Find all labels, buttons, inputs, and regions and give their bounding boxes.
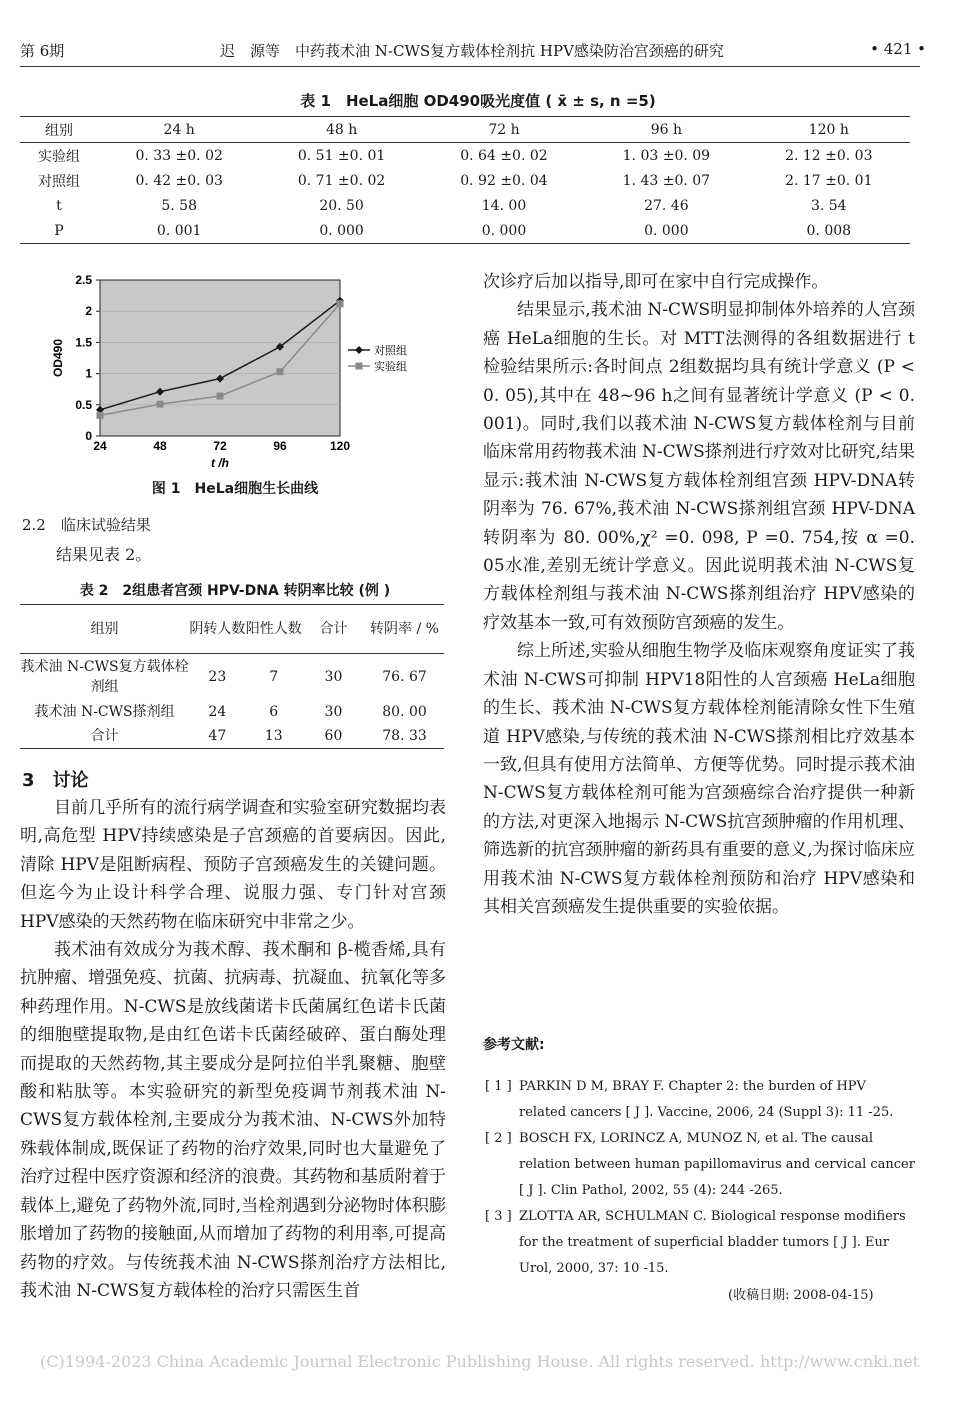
table-cell: 莪术油 N-CWS搽剂组 <box>34 704 175 720</box>
copyright-text: (C)1994-2023 China Academic Journal Electronic Publishing House. All rights reserved. <box>40 1352 755 1371</box>
table2 <box>20 604 444 749</box>
table1 <box>20 116 910 244</box>
data-point <box>157 401 164 408</box>
table2-header-row <box>20 605 444 654</box>
table-cell: 实验组 <box>38 148 80 165</box>
table-row <box>20 143 910 169</box>
table-row <box>20 168 910 193</box>
table-cell: 30 <box>324 704 343 720</box>
y-tick-label: 2.5 <box>75 273 92 287</box>
running-header <box>20 36 936 66</box>
table1-caption: 表 1 HeLa细胞 OD490吸光度值 ( x̄ ± s, n =5) <box>300 92 656 110</box>
table-cell: 0. 64 ±0. 02 <box>460 147 548 164</box>
table2-header-cell: 阳性人数 <box>246 605 302 654</box>
table2-header-cell: 组别 <box>20 605 189 654</box>
table-cell: 7 <box>269 669 279 685</box>
table-cell: 60 <box>302 724 365 749</box>
reference-number: [ 3 ] <box>485 1209 512 1224</box>
section-2-2-text: 结果见表 2。 <box>56 545 152 564</box>
table1-header-cell: 120 h <box>748 117 910 143</box>
x-tick-label: 96 <box>273 439 287 453</box>
table-cell: P <box>20 218 98 244</box>
table-row <box>20 654 444 701</box>
table-row <box>20 700 444 724</box>
legend-label: 实验组 <box>374 360 407 373</box>
table-cell: 20. 50 <box>319 197 364 214</box>
table1-header-cell: 96 h <box>585 117 747 143</box>
table-cell: 合计 <box>20 724 189 749</box>
table-cell: 0. 001 <box>98 218 260 244</box>
references-list <box>483 1074 915 1282</box>
page-number: • 421 • <box>870 40 926 58</box>
chart-svg <box>52 268 452 476</box>
y-tick-label: 1.5 <box>75 335 92 350</box>
reference-text: PARKIN D M, BRAY F. Chapter 2: the burden of HPV related cancers [ J ]. Vaccine, 2006, 24 (Suppl 3): 11 -25. <box>519 1079 894 1120</box>
table-cell: 莪术油 N-CWS复方载体栓剂组 <box>20 659 189 695</box>
header-rule <box>20 66 920 67</box>
table-cell: 30 <box>324 669 343 685</box>
table-cell: 2. 17 ±0. 01 <box>785 172 873 189</box>
table-cell: 对照组 <box>38 173 80 190</box>
reference-number: [ 1 ] <box>485 1079 512 1094</box>
paragraph: 目前几乎所有的流行病学调查和实验室研究数据均表明,高危型 HPV持续感染是子宫颈癌的首要病因。因此,清除 HPV是阻断病程、预防子宫颈癌发生的关键问题。但迄今为止设计科学合理、说服力强、专门针对宫颈 HPV感染的天然药物在临床研究中非常之少。 <box>20 798 446 932</box>
table-cell: 0. 42 ±0. 03 <box>135 172 223 189</box>
right-column-body <box>483 268 915 921</box>
legend-marker <box>356 363 363 370</box>
figure1-caption: 图 1 HeLa细胞生长曲线 <box>151 481 319 497</box>
table-row <box>20 724 444 749</box>
running-title: 迟 源等 中药莪术油 N-CWS复方载体栓剂抗 HPV感染防治宫颈癌的研究 <box>220 42 724 60</box>
section-2-2-heading: 2.2 临床试验结果 <box>22 516 151 534</box>
table2-caption: 表 2 2组患者宫颈 HPV-DNA 转阴率比较 (例 ) <box>79 583 391 599</box>
table-cell: 23 <box>208 669 227 685</box>
plot-area <box>100 280 340 436</box>
y-tick-label: 2 <box>85 304 92 319</box>
table-cell: 3. 54 <box>810 197 847 214</box>
reference-item <box>483 1204 915 1282</box>
table-cell: 0. 000 <box>585 218 747 244</box>
table1-header-cell: 24 h <box>98 117 260 143</box>
x-tick-label: 120 <box>329 439 351 453</box>
growth-curve-chart <box>52 268 452 476</box>
y-tick-label: 1 <box>85 366 92 381</box>
data-point <box>337 300 344 307</box>
reference-text: ZLOTTA AR, SCHULMAN C. Biological response modifiers for the treatment of superficial bladder tumors [ J ]. Eur Urol, 2000, 37: 10 -15. <box>519 1209 906 1276</box>
left-column-body <box>20 794 446 1305</box>
table-cell: 78. 33 <box>365 724 444 749</box>
copyright-footer <box>40 1352 940 1371</box>
table1-header-cell: 72 h <box>423 117 585 143</box>
paragraph: 综上所述,实验从细胞生物学及临床观察角度证实了莪术油 N-CWS可抑制 HPV18阳性的人宫颈癌 HeLa细胞的生长、莪术油 N-CWS复方载体栓剂能清除女性下生殖道 HPV感染,与传统的莪术油 N-CWS搽剂相比疗效基本一致,但具有使用方法简单、方便等优势。同时提示莪术油 N-CWS复方载体栓剂可能为宫颈癌综合治疗提供一种新的方法,对更深入地揭示 N-CWS抗宫颈肿瘤的作用机理、筛选新的抗宫颈肿瘤的新药具有重要的意义,为探讨临床应用莪术油 N-CWS复方载体栓剂预防和治疗 HPV感染和其相关宫颈癌发生提供重要的实验依据。 <box>483 641 915 917</box>
y-tick-label: 0 <box>85 429 92 443</box>
paragraph: 莪术油有效成分为莪术醇、莪术酮和 β-榄香烯,具有抗肿瘤、增强免疫、抗菌、抗病毒、抗凝血、抗氧化等多种药理作用。N-CWS是放线菌诺卡氏菌属红色诺卡氏菌的细胞壁提取物,是由红色诺卡氏菌经破碎、蛋白酶处理而提取的天然药物,其主要成分是阿拉伯半乳聚糖、胞壁酸和粘肽等。本实验研究的新型免疫调节剂莪术油 N-CWS复方载体栓剂,主要成分为莪术油、N-CWS外加特殊载体制成,既保证了药物的治疗效果,同时也大量避免了治疗过程中医疗资源和经济的浪费。其药物和基质附着于载体上,避免了药物外流,同时,当栓剂遇到分泌物时体积膨胀增加了药物的接触面,从而增加了药物的利用率,可提高药物的疗效。与传统莪术油 N-CWS搽剂治疗方法相比,莪术油 N-CWS复方载体栓的治疗只需医生首 <box>20 940 446 1301</box>
table2-header-cell: 转阴率 / % <box>365 605 444 654</box>
table-cell: t <box>56 197 62 214</box>
cnki-url: http://www.cnki.net <box>760 1352 920 1371</box>
table-cell: 6 <box>269 704 279 720</box>
x-tick-label: 72 <box>213 439 227 453</box>
paragraph: 结果显示,莪术油 N-CWS明显抑制体外培养的人宫颈癌 HeLa细胞的生长。对 MTT法测得的各组数据进行 t检验结果所示:各时间点 2组数据均具有统计学意义 (P < 0. 05),其中在 48~96 h之间有显著统计学意义 (P < 0. 001)。同时,我们以莪术油 N-CWS复方载体栓剂与目前临床常用药物莪术油 N-CWS搽剂进行疗效对比研究,结果显示:莪术油 N-CWS复方载体栓剂组宫颈 HPV-DNA转阴率为 76. 67%,莪术油 N-CWS搽剂组宫颈 HPV-DNA转阴率为 80. 00%,χ² =0. 098, P =0. 754,按 α =0. 05水准,差别无统计学意义。因此说明莪术油 N-CWS复方载体栓剂组与莪术油 N-CWS搽剂组治疗 HPV感染的疗效基本一致,可有效预防宫颈癌的发生。 <box>483 300 915 633</box>
table1-header-cell: 组别 <box>20 117 98 143</box>
section-3-heading: 3 讨论 <box>22 770 89 791</box>
table-cell: 0. 71 ±0. 02 <box>297 172 386 189</box>
table2-header-cell: 阴转人数 <box>189 605 245 654</box>
received-date: (收稿日期: 2008-04-15) <box>728 1288 874 1303</box>
legend-marker <box>355 346 363 354</box>
x-tick-label: 48 <box>153 439 167 453</box>
table-cell: 13 <box>246 724 302 749</box>
table-cell: 76. 67 <box>382 669 427 685</box>
legend-label: 对照组 <box>374 344 407 357</box>
table-cell: 5. 58 <box>161 197 197 214</box>
issue-number: 第 6期 <box>20 42 65 60</box>
table-cell: 0. 92 ±0. 04 <box>460 172 548 189</box>
table-cell: 1. 43 ±0. 07 <box>622 172 711 189</box>
table-cell: 0. 000 <box>423 218 585 244</box>
table-row <box>20 218 910 244</box>
y-axis-label: OD490 <box>52 338 65 378</box>
table-cell: 27. 46 <box>644 197 689 214</box>
reference-item <box>483 1126 915 1204</box>
table-cell: 0. 51 ±0. 01 <box>297 147 386 164</box>
table-cell: 0. 000 <box>260 218 422 244</box>
references-heading: 参考文献: <box>483 1037 545 1053</box>
table-row <box>20 193 910 218</box>
x-axis-label: t /h <box>211 456 229 470</box>
data-point <box>277 368 284 375</box>
reference-number: [ 2 ] <box>485 1131 512 1146</box>
data-point <box>97 412 104 419</box>
table-cell: 2. 12 ±0. 03 <box>785 147 873 164</box>
table-cell: 0. 33 ±0. 02 <box>135 147 223 164</box>
paragraph: 次诊疗后加以指导,即可在家中自行完成操作。 <box>483 272 829 292</box>
table-cell: 14. 00 <box>481 197 527 214</box>
table-cell: 80. 00 <box>382 704 427 720</box>
y-tick-label: 0.5 <box>75 397 92 412</box>
table1-header-row <box>20 117 910 143</box>
reference-item <box>483 1074 915 1126</box>
table-cell: 47 <box>189 724 245 749</box>
x-tick-label: 24 <box>93 439 107 453</box>
reference-text: BOSCH FX, LORINCZ A, MUNOZ N, et al. The causal relation between human papillomavirus and cervical cancer [ J ]. Clin Pathol, 2002, 55 (4): 244 -265. <box>519 1131 915 1198</box>
table2-header-cell: 合计 <box>302 605 365 654</box>
table1-header-cell: 48 h <box>260 117 422 143</box>
table-cell: 0. 008 <box>748 218 910 244</box>
table-cell: 24 <box>208 704 227 720</box>
data-point <box>217 393 224 400</box>
table-cell: 1. 03 ±0. 09 <box>622 147 711 164</box>
